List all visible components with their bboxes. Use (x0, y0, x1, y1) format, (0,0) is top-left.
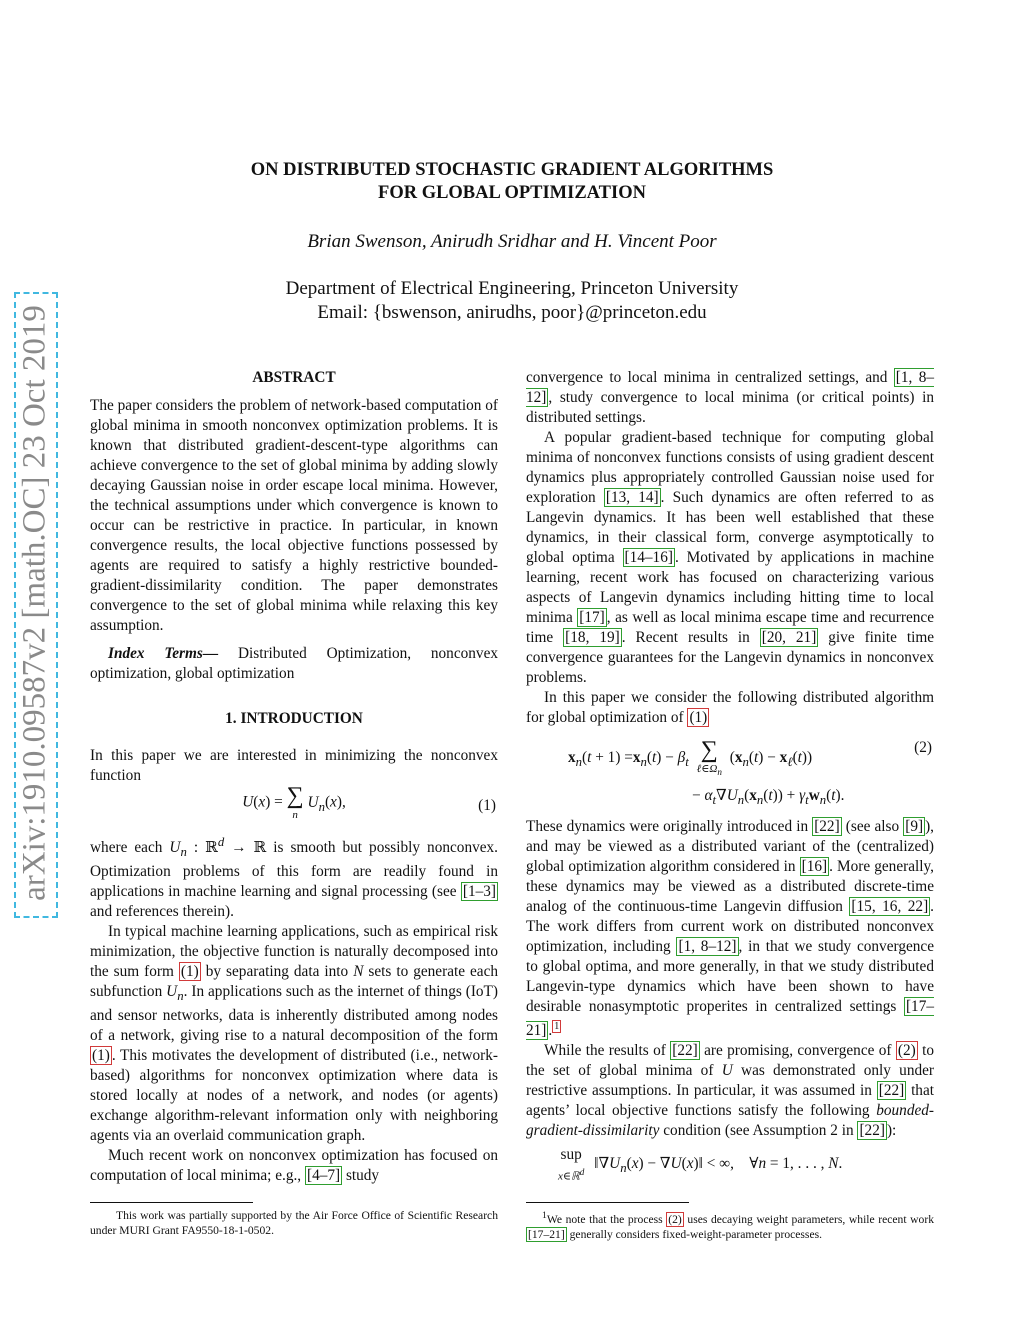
citation-link[interactable]: [1, 8–12] (678, 938, 737, 955)
text: that agents’ local objective functions satisfy the following (526, 1082, 935, 1120)
right-footnote-rule (526, 1202, 689, 1203)
text: . Recent results in (621, 629, 750, 646)
equation-1 (90, 780, 498, 828)
affiliation: Department of Electrical Engineering, Princeton University (285, 278, 739, 299)
text: ): (886, 1122, 897, 1140)
text: . In applications such as the internet of things (IoT) and sensor networks, data is inherently distributed among nodes of a network, giving rise to a natural decomposition of the form (90, 983, 498, 1045)
equation-3-body: sup x∈ℝ$^d$ $‖\nabla U_n(x)$ − ∇U(x)‖ < ∞, ∀n = 1, . . . , N. (558, 1146, 843, 1183)
text: condition (see Assumption 2 in (663, 1122, 854, 1140)
left-column (90, 368, 498, 1186)
title-line-1: ON DISTRIBUTED STOCHASTIC GRADIENT ALGORITHMS (250, 160, 774, 180)
text: ), and may be viewed as a distributed variant of the (centralized) global optimization algorithm considered in (526, 818, 934, 875)
text: and references therein). (90, 903, 234, 921)
footnote-number: 1 (542, 1210, 547, 1221)
authors: Brian Swenson, Anirudh Sridhar and H. Vincent Poor (307, 231, 717, 252)
text: A popular gradient-based technique for computing global minima of nonconvex functions consists of using gradient descent dynamics plus appropriately controlled Gaussian noise used for exploration (526, 429, 934, 506)
equation-3 (526, 1141, 934, 1181)
intro-paragraph-4 (90, 1146, 498, 1186)
right-paragraph-2 (526, 428, 934, 688)
text: . Such dynamics are often referred to as Langevin dynamics. It has been well established that these dynamics, in their classical form, converge asymptotically to global optima (526, 489, 934, 566)
equation-link[interactable]: (2) (668, 1212, 682, 1226)
intro-paragraph-2: where each $U_n$ : ℝ$^d$ → ℝ is smooth but possibly nonconvex. Optimization problems of this form are readily found in applications in machine learning and signal processing (see [1–3] and references therein). (90, 835, 499, 921)
equation-link[interactable]: (1) (180, 963, 199, 981)
affiliation-block (150, 277, 874, 325)
emphasis: bounded-gradient-dissimilarity (526, 1102, 934, 1140)
text: are promising, convergence of (704, 1042, 892, 1060)
text: Much recent work on nonconvex optimization has focused on computation of local minima; e.g., (90, 1147, 498, 1185)
equation-2-line-1: $x_n(t + 1) =x_n(t) - \beta_t$ ∑ $\ell\in\Omega_n$ $(x_n(t) - x_\ell(t))$ (568, 737, 813, 778)
equation-2 (526, 730, 934, 814)
right-column (526, 368, 934, 1181)
text: to the set of global minima of (526, 1042, 935, 1080)
citation-link[interactable]: [17–21] (528, 1227, 565, 1241)
email: Email: {bswenson, anirudhs, poor}@princeton.edu (317, 302, 707, 323)
text: . More generally, these dynamics may be viewed as a distributed discrete-time analog of the continuous-time Langevin diffusion (526, 858, 934, 915)
left-footnote-rule (90, 1202, 253, 1203)
citation-link[interactable]: [14–16] (624, 549, 673, 566)
text: In typical machine learning applications, such as empirical risk minimization, the objective function is naturally decomposed into the sum form (90, 923, 498, 981)
left-footnote (90, 1208, 498, 1238)
text: , in that we study convergence to global optima, and more generally, in that we study distributed Langevin-type dynamics which have been shown to have desirable nonasymptotic properites in centralized settings (526, 938, 934, 1015)
arxiv-stamp (14, 292, 56, 916)
citation-link[interactable]: [18, 19] (565, 629, 620, 646)
equation-link[interactable]: (2) (897, 1042, 916, 1060)
equation-2-line-2: − $\alpha_t\nabla U_n(x_n(t)) + \gamma_tw_n(t)$. (692, 787, 845, 808)
text: where each (90, 839, 163, 857)
text: . (548, 1022, 553, 1040)
citation-link[interactable]: [22] (859, 1122, 885, 1140)
citation-link[interactable]: [1, 8–12] (526, 369, 935, 406)
text: While the results of (544, 1042, 666, 1060)
title-line-2: FOR GLOBAL OPTIMIZATION (378, 183, 646, 203)
equation-1-body: U(x) = ∑ n $U_n(x)$, (242, 783, 346, 821)
paper-title (150, 159, 874, 205)
citation-link[interactable]: [22] (814, 818, 840, 835)
intro-paragraph-1: In this paper we are interested in minimizing the nonconvex function (90, 747, 498, 784)
intro-paragraph-3: In typical machine learning applications, such as empirical risk minimization, the objective function is naturally decomposed into the sum form (1) by separating data into N sets to generate each subfunction $U_n$. In applications such as the internet of things (IoT) and sensor networks, data is inherently distributed among nodes of a network, giving rise to a natural decomposition of the form (1) . This motivates the development of distributed (i.e., network-based) algorithms for nonconvex optimization where data is stored locally at nodes of a network, and nodes (or agents) exchange algorithm-relevant information only with neighboring agents via an overlaid communication graph. (90, 923, 499, 1145)
text: by separating data into (205, 963, 349, 981)
index-terms-label: Index Terms— (108, 645, 219, 662)
citation-link[interactable]: [16] (801, 858, 828, 875)
equation-link[interactable]: (1) (92, 1047, 110, 1065)
citation-link[interactable]: [1–3] (462, 883, 496, 901)
intro-heading: 1. INTRODUCTION (225, 710, 363, 727)
equation-2-number: (2) (914, 739, 932, 756)
citation-link[interactable]: [17] (579, 609, 605, 626)
text: These dynamics were originally introduced in (526, 818, 809, 835)
right-paragraph-5: While the results of [22] are promising, convergence of (2) to the set of global minima of U was demonstrated only under restrictive assumptions. In particular, it was assumed in [22] that agents’ local objective functions satisfy the following bounded-gradient-dissimilarity condition (see Assumption 2 in [22] ): (526, 1042, 935, 1140)
text: generally considers fixed-weight-parameter processes. (569, 1227, 823, 1241)
footnote-link[interactable]: 1 (554, 1021, 560, 1032)
citation-link[interactable]: [4–7] (306, 1167, 341, 1185)
text: , study convergence to local minima (or critical points) in distributed settings. (526, 389, 934, 426)
text: was demonstrated only under restrictive assumptions. In particular, it was assumed in (526, 1062, 935, 1100)
text: . Motivated by applications in machine learning, recent work has focused on characterizing various aspects of Langevin dynamics including hitting time to local minima (526, 549, 934, 626)
text: convergence to local minima in centralized settings, and (526, 369, 888, 386)
citation-link[interactable]: [9] (905, 818, 924, 835)
right-paragraph-1 (526, 368, 934, 428)
text: is smooth but possibly nonconvex. Optimization problems of this form are readily found in applications in machine learning and signal processing (see (90, 839, 499, 901)
text: , as well as local minima escape time and recurrence time (526, 609, 934, 646)
citation-link[interactable]: [13, 14] (605, 489, 659, 506)
equation-1-number: (1) (478, 797, 496, 814)
text: We note that the process (546, 1212, 663, 1226)
text: In this paper we consider the following distributed algorithm for global optimization of (526, 689, 934, 726)
index-terms-text: Distributed Optimization, nonconvex optimization, global optimization (90, 645, 499, 682)
right-paragraph-4 (526, 817, 934, 1041)
text: . This motivates the development of distributed (i.e., network-based) algorithms for nonconvex optimization where data is stored locally at nodes of a network, and nodes (or agents) exchange algorithm-relevant information only with neighboring agents via an overlaid communication graph. (90, 1047, 498, 1145)
text: This work was partially supported by the Air Force Office of Scientific Research under MURI Grant FA9550-18-1-0502. (90, 1209, 498, 1237)
text: uses decaying weight parameters, while recent work (687, 1212, 934, 1226)
text: give finite time convergence guarantees for the Langevin dynamics in nonconvex problems. (526, 629, 935, 686)
citation-link[interactable]: [22] (672, 1042, 698, 1060)
right-footnote (526, 1208, 934, 1242)
text: sets to generate each subfunction (90, 963, 499, 1001)
citation-link[interactable]: [17–21] (526, 998, 934, 1040)
equation-link[interactable]: (1) (689, 709, 708, 726)
arxiv-id[interactable]: arXiv:1910.09587v2 [math.OC] 23 Oct 2019 (16, 305, 53, 901)
right-paragraph-3 (526, 688, 934, 728)
citation-link[interactable]: [20, 21] (761, 629, 817, 646)
abstract-heading: ABSTRACT (252, 369, 336, 386)
text: study (345, 1167, 380, 1185)
citation-link[interactable]: [15, 16, 22] (851, 898, 929, 915)
citation-link[interactable]: [22] (878, 1082, 905, 1100)
text: (see also (845, 818, 900, 835)
abstract-body: The paper considers the problem of network-based computation of global minima in smooth nonconvex optimization problems. It is known that distributed gradient-descent-type algorithms can achieve convergence to the set of global minima by adding slowly decaying Gaussian noise in order escape local minima. However, the technical assumptions under which convergence is known to occur can be restrictive in practice. In particular, in known convergence results, the local objective functions possessed by agents are required to satisfy a highly restrictive bounded-gradient-dissimilarity condition. The paper demonstrates convergence to the set of global minima while relaxing this key assumption. (90, 397, 498, 634)
index-terms (90, 644, 498, 684)
text: . The work differs from current work on distributed nonconvex optimization, including (526, 898, 934, 955)
